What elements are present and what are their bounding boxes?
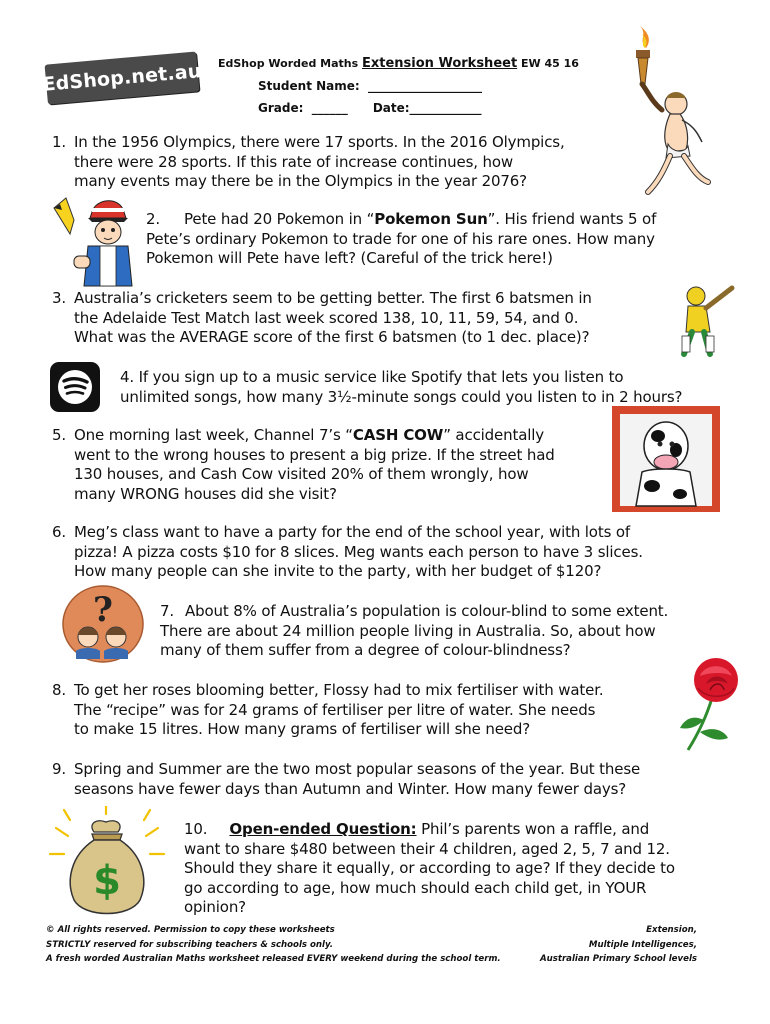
question-line: many of them suffer from a degree of colour-blindness? (160, 641, 571, 659)
question-4 (120, 368, 682, 407)
footer-line: Extension, (646, 925, 697, 935)
question-text: Pete had 20 Pokemon in “ (184, 210, 375, 228)
svg-text:?: ? (93, 590, 113, 630)
question-people-icon (62, 585, 144, 663)
question-text: ”. His friend wants 5 of (487, 210, 657, 228)
svg-text:$: $ (93, 858, 121, 904)
question-line: How many people can she invite to the party, with her budget of $120? (74, 562, 602, 580)
question-line: Pete’s ordinary Pokemon to trade for one of his rare ones. How many (146, 229, 655, 248)
footer-line: Australian Primary School levels (539, 954, 697, 964)
question-number: 2. (146, 210, 161, 228)
question-6 (52, 523, 643, 582)
question-number: 1. (52, 133, 67, 151)
question-line: To get her roses blooming better, Flossy had to mix fertiliser with water. (74, 681, 604, 699)
edshop-logo: EdShop.net.au (45, 51, 200, 104)
money-bag-icon (48, 806, 166, 920)
question-line (120, 368, 682, 388)
question-line (184, 820, 675, 840)
cash-cow-title: CASH COW (352, 426, 444, 444)
worksheet-levels (540, 923, 697, 967)
question-line: The “recipe” was for 24 grams of fertiliser per litre of water. She needs (74, 700, 596, 719)
cricketer-icon (666, 276, 746, 358)
question-text: If you sign up to a music service like Spotify that lets you listen to (138, 368, 624, 386)
copyright-notice (46, 923, 501, 967)
question-line: opinion? (184, 898, 246, 916)
question-number: 9. (52, 760, 67, 778)
question-text: About 8% of Australia’s population is colour-blind to some extent. (185, 602, 669, 620)
question-line: Australia’s cricketers seem to be getting better. The first 6 batsmen in (74, 289, 592, 307)
question-line: Pokemon will Pete have left? (Careful of the trick here!) (146, 249, 553, 267)
question-text: ” accidentally (443, 426, 545, 444)
cash-cow-icon (612, 406, 720, 512)
spotify-icon (50, 362, 100, 412)
title-prefix: EdShop Worded Maths (218, 57, 362, 70)
title-main: Extension Worksheet (362, 56, 518, 71)
footer-line: Multiple Intelligences, (588, 939, 697, 950)
question-number: 8. (52, 681, 67, 699)
question-text: Phil’s parents won a raffle, and (416, 820, 650, 838)
grade-date-field[interactable]: Grade: ______ Date:____________ (258, 101, 482, 115)
footer-line: A fresh worded Australian Maths worksheet released EVERY weekend during the school term. (46, 954, 501, 964)
pokemon-sun-title: Pokemon Sun (374, 210, 488, 228)
olympic-torch-runner-icon (618, 22, 716, 200)
question-5 (52, 426, 555, 504)
question-2 (146, 210, 656, 269)
question-number: 6. (52, 523, 67, 541)
question-8 (52, 681, 604, 740)
question-number: 10. (184, 820, 208, 838)
question-line: There are about 24 million people living in Australia. So, about how (160, 621, 656, 640)
question-line (74, 426, 555, 446)
question-1 (52, 133, 565, 192)
question-line (160, 602, 668, 622)
question-text: One morning last week, Channel 7’s “ (74, 426, 353, 444)
worksheet-title (218, 56, 579, 71)
question-line: pizza! A pizza costs $10 for 8 slices. Meg wants each person to have 3 slices. (74, 542, 643, 561)
question-line: In the 1956 Olympics, there were 17 sports. In the 2016 Olympics, (74, 133, 565, 151)
question-3 (52, 289, 592, 348)
question-line: Meg’s class want to have a party for the end of the school year, with lots of (74, 523, 631, 541)
question-line: seasons have fewer days than Autumn and Winter. How many fewer days? (74, 779, 627, 798)
question-line: Should they share it equally, or according to age? If they decide to (184, 859, 675, 877)
question-10 (184, 820, 675, 918)
footer-line: STRICTLY reserved for subscribing teachers & schools only. (46, 939, 334, 950)
question-line (146, 210, 656, 230)
question-line: many events may there be in the Olympics in the year 2076? (74, 172, 527, 190)
question-7 (160, 602, 668, 661)
rose-icon (676, 654, 754, 752)
question-line: go according to age, how much should each child get, in YOUR (184, 878, 647, 897)
question-line: there were 28 sports. If this rate of increase continues, how (74, 152, 513, 171)
pokemon-trainer-icon (52, 194, 136, 288)
question-line: want to share $480 between their 4 children, aged 2, 5, 7 and 12. (184, 839, 670, 858)
question-line: went to the wrong houses to present a big prize. If the street had (74, 445, 555, 464)
student-name-field[interactable]: Student Name: ___________________ (258, 79, 483, 93)
question-number: 4. (120, 368, 135, 386)
question-number: 5. (52, 426, 67, 444)
question-line: the Adelaide Test Match last week scored 138, 10, 11, 59, 54, and 0. (74, 308, 579, 327)
question-line: Spring and Summer are the two most popular seasons of the year. But these (74, 760, 641, 778)
question-9 (52, 760, 641, 799)
question-line: to make 15 litres. How many grams of fertiliser will she need? (74, 720, 531, 738)
question-line: many WRONG houses did she visit? (74, 484, 337, 503)
question-line: What was the AVERAGE score of the first 6 batsmen (to 1 dec. place)? (74, 328, 590, 346)
question-number: 7. (160, 602, 175, 620)
open-ended-label: Open-ended Question: (229, 820, 417, 838)
question-line: unlimited songs, how many 3½-minute songs could you listen to in 2 hours? (120, 387, 683, 406)
footer-line: © All rights reserved. Permission to copy these worksheets (46, 925, 335, 935)
question-number: 3. (52, 289, 67, 307)
question-line: 130 houses, and Cash Cow visited 20% of them wrongly, how (74, 465, 529, 483)
worksheet-code: EW 45 16 (517, 57, 579, 70)
